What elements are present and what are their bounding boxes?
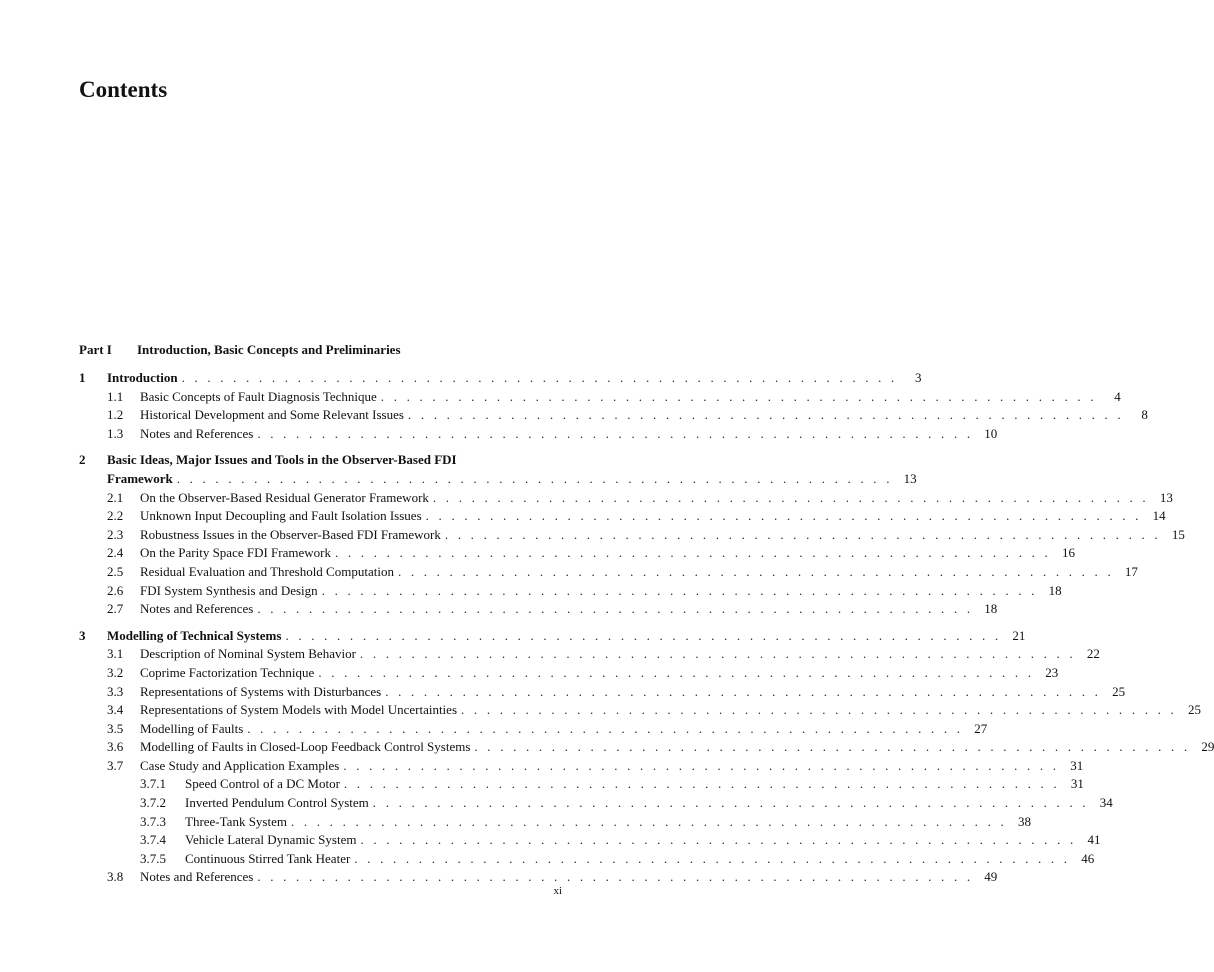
- table-of-contents: [79, 369, 1214, 887]
- toc-section[interactable]: [79, 600, 998, 619]
- toc-section[interactable]: [79, 489, 1173, 508]
- dot-leader: . . . . . . . . . . . . . . . . . . . . . . . . . . . . . . . . . . . . . . . . . . . . . . . . . . . . . . . .: [397, 563, 1114, 579]
- toc-title: Speed Control of a DC Motor: [185, 775, 344, 794]
- dot-leader: . . . . . . . . . . . . . . . . . . . . . . . . . . . . . . . . . . . . . . . . . . . . . . . . . . . . . . . .: [257, 425, 974, 441]
- toc-section[interactable]: [79, 757, 1084, 776]
- toc-chapter[interactable]: [79, 451, 563, 470]
- toc-number: 3.7.3: [140, 813, 166, 829]
- toc-page: 8: [1124, 406, 1148, 425]
- toc-number: 2.2: [107, 508, 124, 524]
- dot-leader: . . . . . . . . . . . . . . . . . . . . . . . . . . . . . . . . . . . . . . . . . . . . . . . . . . . . . . . .: [444, 526, 1161, 542]
- toc-page: 38: [1007, 813, 1031, 832]
- dot-leader: . . . . . . . . . . . . . . . . . . . . . . . . . . . . . . . . . . . . . . . . . . . . . . . . . . . . . . . .: [257, 601, 974, 617]
- toc-section[interactable]: [79, 868, 998, 887]
- toc-number: 2.6: [107, 582, 124, 598]
- toc-title: Historical Development and Some Relevant Issues: [140, 406, 408, 425]
- toc-subsection[interactable]: [79, 850, 1095, 869]
- dot-leader: . . . . . . . . . . . . . . . . . . . . . . . . . . . . . . . . . . . . . . . . . . . . . . . . . . . . . . . .: [380, 388, 1097, 404]
- page-title: Contents: [79, 77, 168, 102]
- toc-page: 41: [1076, 831, 1100, 850]
- toc-title: On the Observer-Based Residual Generator Framework: [140, 489, 433, 508]
- toc-title: Continuous Stirred Tank Heater: [185, 850, 354, 869]
- toc-number: 3.3: [107, 683, 124, 699]
- toc-number: 2.1: [107, 489, 124, 505]
- toc-page: 27: [963, 720, 987, 739]
- toc-section[interactable]: [79, 563, 1138, 582]
- toc-title: Basic Concepts of Fault Diagnosis Technique: [140, 388, 381, 407]
- toc-title: On the Parity Space FDI Framework: [140, 544, 335, 563]
- toc-title: Robustness Issues in the Observer-Based FDI Framework: [140, 526, 445, 545]
- toc-number: 1: [79, 370, 86, 385]
- dot-leader: . . . . . . . . . . . . . . . . . . . . . . . . . . . . . . . . . . . . . . . . . . . . . . . . . . . . . . . .: [461, 702, 1177, 718]
- toc-number: 1.3: [107, 425, 124, 441]
- toc-page: 4: [1097, 388, 1121, 407]
- toc-section[interactable]: [79, 701, 1201, 720]
- dot-leader: . . . . . . . . . . . . . . . . . . . . . . . . . . . . . . . . . . . . . . . . . . . . . . . . . . . . . . . .: [359, 646, 1076, 662]
- toc-page: 29: [1190, 738, 1214, 757]
- dot-leader: . . . . . . . . . . . . . . . . . . . . . . . . . . . . . . . . . . . . . . . . . . . . . . . . . . . . . . . .: [343, 757, 1060, 773]
- toc-page: 22: [1076, 645, 1100, 664]
- toc-page: 25: [1101, 683, 1125, 702]
- dot-leader: . . . . . . . . . . . . . . . . . . . . . . . . . . . . . . . . . . . . . . . . . . . . . . . . . . . . . . . .: [354, 850, 1071, 866]
- toc-section[interactable]: [79, 720, 988, 739]
- toc-page: 15: [1161, 526, 1185, 545]
- dot-leader: . . . . . . . . . . . . . . . . . . . . . . . . . . . . . . . . . . . . . . . . . . . . . . . . . . . . . . . .: [290, 813, 1007, 829]
- toc-page: 14: [1142, 507, 1166, 526]
- toc-title: Representations of Systems with Disturbances: [140, 683, 385, 702]
- toc-number: 3: [79, 627, 86, 643]
- toc-page: 25: [1177, 701, 1201, 720]
- toc-page: 31: [1059, 757, 1083, 776]
- toc-section[interactable]: [79, 664, 1059, 683]
- toc-number: 3.8: [107, 869, 124, 885]
- toc-subsection[interactable]: [79, 831, 1101, 850]
- toc-title: Description of Nominal System Behavior: [140, 645, 360, 664]
- toc-number: 3.1: [107, 646, 124, 662]
- toc-section[interactable]: [79, 507, 1166, 526]
- toc-number: 3.7.1: [140, 776, 166, 792]
- toc-number: 3.7.5: [140, 850, 166, 866]
- dot-leader: . . . . . . . . . . . . . . . . . . . . . . . . . . . . . . . . . . . . . . . . . . . . . . . . . . . . . . . .: [407, 407, 1124, 423]
- toc-number: 3.7.4: [140, 832, 166, 848]
- dot-leader: . . . . . . . . . . . . . . . . . . . . . . . . . . . . . . . . . . . . . . . . . . . . . . . . . . . . . . . .: [335, 545, 1051, 561]
- dot-leader: . . . . . . . . . . . . . . . . . . . . . . . . . . . . . . . . . . . . . . . . . . . . . . . . . . . . . . . .: [360, 832, 1077, 848]
- toc-number: 3.6: [107, 739, 124, 755]
- part-label: Part I: [79, 342, 112, 357]
- toc-number: 3.4: [107, 702, 124, 718]
- dot-leader: . . . . . . . . . . . . . . . . . . . . . . . . . . . . . . . . . . . . . . . . . . . . . . . . . . . . . . . .: [181, 370, 898, 385]
- toc-page: 3: [898, 369, 922, 388]
- toc-title: Framework: [107, 470, 177, 489]
- toc-section[interactable]: [79, 683, 1126, 702]
- dot-leader: . . . . . . . . . . . . . . . . . . . . . . . . . . . . . . . . . . . . . . . . . . . . . . . . . . . . . . . .: [318, 664, 1035, 680]
- toc-page: 13: [893, 470, 917, 489]
- toc-number: 2.4: [107, 545, 124, 561]
- toc-page: 31: [1060, 775, 1084, 794]
- part-heading: [79, 342, 401, 358]
- toc-title: FDI System Synthesis and Design: [140, 582, 322, 601]
- toc-number: 1.1: [107, 388, 124, 404]
- toc-title: Three-Tank System: [185, 813, 291, 832]
- dot-leader: . . . . . . . . . . . . . . . . . . . . . . . . . . . . . . . . . . . . . . . . . . . . . . . . . . . . . . . .: [247, 720, 964, 736]
- toc-number: 2.5: [107, 563, 124, 579]
- dot-leader: . . . . . . . . . . . . . . . . . . . . . . . . . . . . . . . . . . . . . . . . . . . . . . . . . . . . . . . .: [285, 627, 1002, 643]
- toc-number: 3.7: [107, 757, 124, 773]
- dot-leader: . . . . . . . . . . . . . . . . . . . . . . . . . . . . . . . . . . . . . . . . . . . . . . . . . . . . . . . .: [385, 683, 1102, 699]
- dot-leader: . . . . . . . . . . . . . . . . . . . . . . . . . . . . . . . . . . . . . . . . . . . . . . . . . . . . . . . .: [425, 508, 1142, 524]
- toc-title: Introduction: [107, 369, 182, 388]
- part-title: Introduction, Basic Concepts and Preliminaries: [137, 342, 401, 357]
- dot-leader: . . . . . . . . . . . . . . . . . . . . . . . . . . . . . . . . . . . . . . . . . . . . . . . . . . . . . . . .: [257, 869, 974, 885]
- dot-leader: . . . . . . . . . . . . . . . . . . . . . . . . . . . . . . . . . . . . . . . . . . . . . . . . . . . . . . . .: [343, 776, 1060, 792]
- toc-number: 1.2: [107, 407, 124, 423]
- toc-title: Inverted Pendulum Control System: [185, 794, 373, 813]
- toc-number: 3.5: [107, 720, 124, 736]
- toc-page: 18: [973, 600, 997, 619]
- toc-page: 10: [973, 425, 997, 444]
- toc-section[interactable]: [79, 738, 1214, 757]
- toc-chapter[interactable]: [79, 369, 922, 388]
- toc-page: 16: [1051, 544, 1075, 563]
- toc-number: 2: [79, 452, 86, 468]
- toc-title: Notes and References: [140, 868, 257, 887]
- toc-page: 17: [1114, 563, 1138, 582]
- toc-number: 2.3: [107, 526, 124, 542]
- toc-page: 13: [1149, 489, 1173, 508]
- toc-title: Basic Ideas, Major Issues and Tools in the Observer-Based FDI: [107, 451, 461, 470]
- toc-title: Modelling of Faults in Closed-Loop Feedback Control Systems: [140, 738, 474, 757]
- toc-section[interactable]: [79, 582, 1062, 601]
- toc-section[interactable]: [79, 406, 1148, 425]
- toc-subsection[interactable]: [79, 794, 1113, 813]
- toc-subsection[interactable]: [79, 813, 1031, 832]
- toc-title: Representations of System Models with Model Uncertainties: [140, 701, 461, 720]
- toc-title: Case Study and Application Examples: [140, 757, 343, 776]
- toc-page: 34: [1089, 794, 1113, 813]
- toc-section[interactable]: [79, 526, 1185, 545]
- dot-leader: . . . . . . . . . . . . . . . . . . . . . . . . . . . . . . . . . . . . . . . . . . . . . . . . . . . . . . . .: [474, 739, 1191, 755]
- toc-chapter[interactable]: [79, 470, 917, 489]
- toc-page: 46: [1070, 850, 1094, 869]
- toc-section[interactable]: [79, 425, 998, 444]
- dot-leader: . . . . . . . . . . . . . . . . . . . . . . . . . . . . . . . . . . . . . . . . . . . . . . . . . . . . . . . .: [432, 489, 1149, 505]
- page-number: xi: [553, 885, 562, 897]
- toc-number: 2.7: [107, 601, 124, 617]
- toc-number: 3.7.2: [140, 795, 166, 811]
- toc-chapter[interactable]: [79, 627, 1026, 646]
- toc-title: Modelling of Technical Systems: [107, 627, 285, 646]
- toc-title: Modelling of Faults: [140, 720, 247, 739]
- toc-title: Coprime Factorization Technique: [140, 664, 318, 683]
- toc-page: 21: [1001, 627, 1025, 646]
- toc-number: 3.2: [107, 664, 124, 680]
- toc-page: 23: [1034, 664, 1058, 683]
- toc-subsection[interactable]: [79, 775, 1084, 794]
- toc-title: Notes and References: [140, 600, 257, 619]
- dot-leader: . . . . . . . . . . . . . . . . . . . . . . . . . . . . . . . . . . . . . . . . . . . . . . . . . . . . . . . .: [176, 470, 893, 486]
- toc-page: 49: [973, 868, 997, 887]
- toc-title: Residual Evaluation and Threshold Computation: [140, 563, 398, 582]
- dot-leader: . . . . . . . . . . . . . . . . . . . . . . . . . . . . . . . . . . . . . . . . . . . . . . . . . . . . . . . .: [321, 582, 1038, 598]
- toc-page: 18: [1038, 582, 1062, 601]
- toc-title: Unknown Input Decoupling and Fault Isolation Issues: [140, 507, 426, 526]
- toc-section[interactable]: [79, 645, 1100, 664]
- toc-section[interactable]: [79, 544, 1075, 563]
- toc-title: Vehicle Lateral Dynamic System: [185, 831, 360, 850]
- toc-title: Notes and References: [140, 425, 257, 444]
- toc-section[interactable]: [79, 388, 1121, 407]
- dot-leader: . . . . . . . . . . . . . . . . . . . . . . . . . . . . . . . . . . . . . . . . . . . . . . . . . . . . . . . .: [372, 795, 1089, 811]
